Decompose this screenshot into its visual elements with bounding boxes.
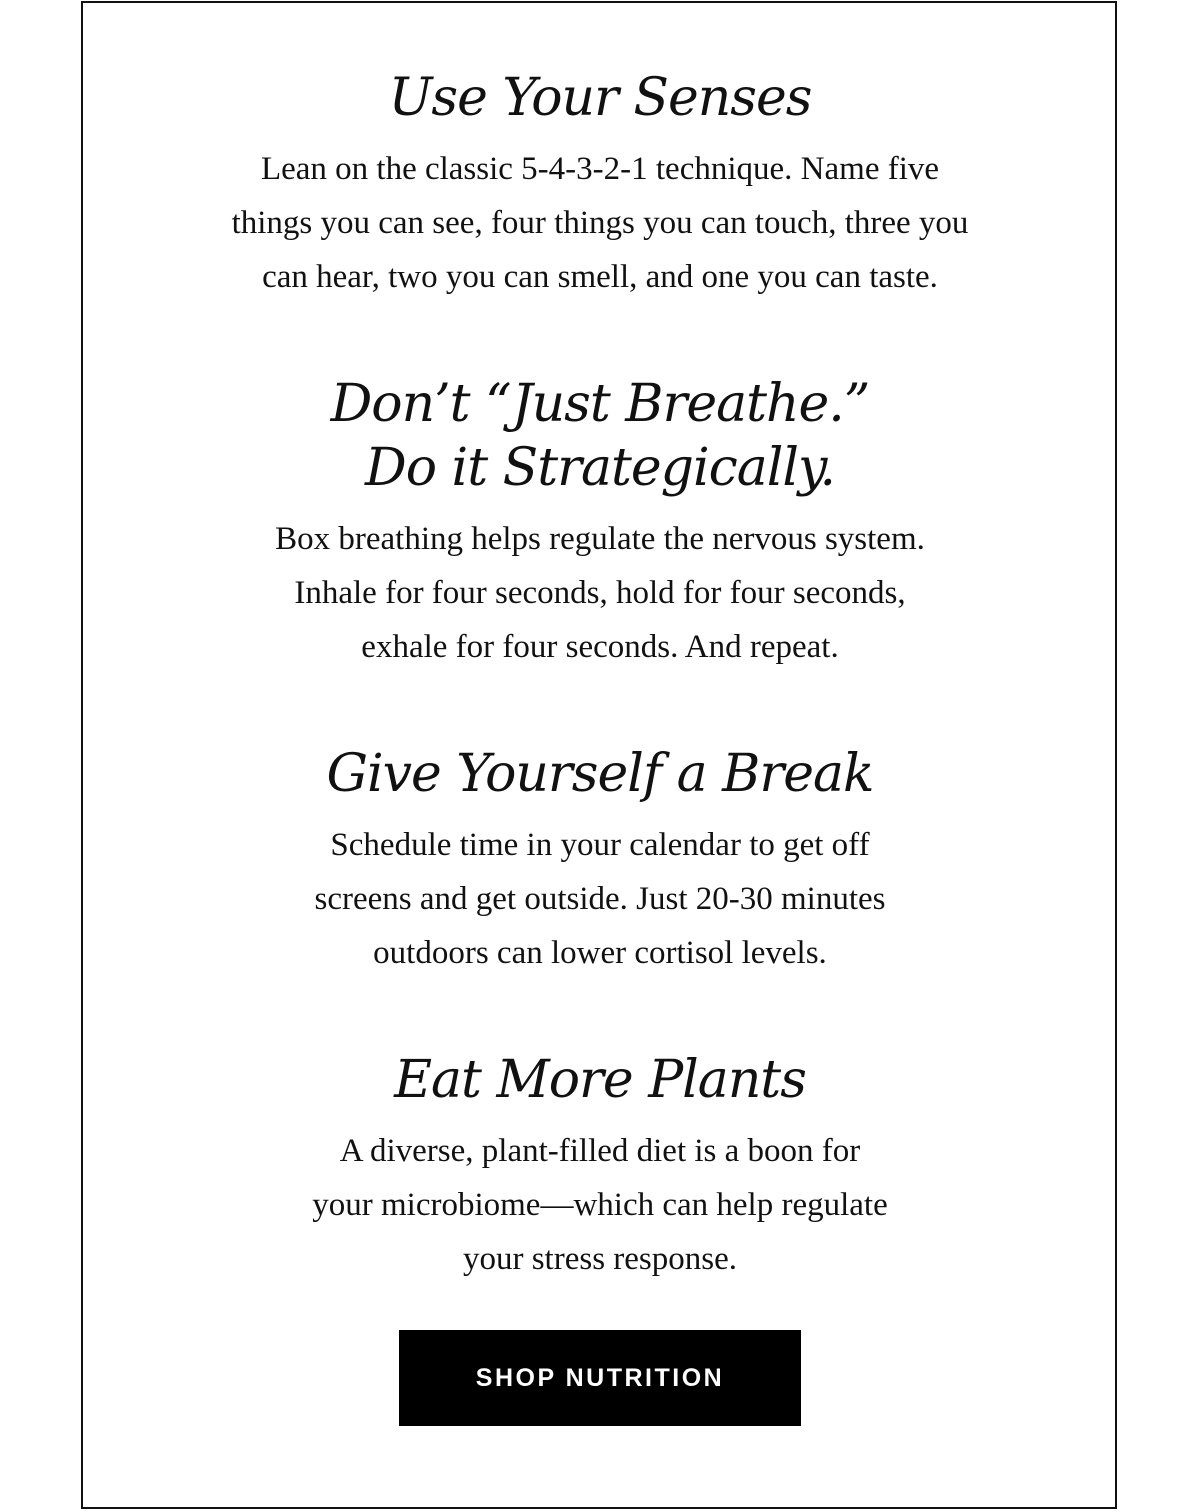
shop-nutrition-button[interactable]: SHOP NUTRITION [399, 1330, 801, 1426]
section-heading: Eat More Plants [394, 1050, 806, 1110]
section-body: A diverse, plant-filled diet is a boon for your microbiome—which can help regulate your stress response. [312, 1133, 888, 1277]
section-heading: Use Your Senses [388, 68, 812, 128]
section-give-yourself-a-break [0, 742, 1200, 980]
section-breathe-strategically [0, 372, 1200, 674]
section-use-your-senses [0, 66, 1200, 304]
cta-container [399, 1330, 801, 1426]
section-body: Schedule time in your calendar to get off screens and get outside. Just 20-30 minutes outdoors can lower cortisol levels. [314, 827, 886, 971]
section-heading: Don’t “Just Breathe.” Do it Strategically. [330, 374, 870, 498]
section-heading: Give Yourself a Break [326, 744, 874, 804]
section-body: Lean on the classic 5-4-3-2-1 technique. Name five things you can see, four things you can touch, three you can hear, two you can smell, and one you can taste. [231, 151, 969, 295]
section-eat-more-plants [0, 1048, 1200, 1286]
section-body: Box breathing helps regulate the nervous system. Inhale for four seconds, hold for four seconds, exhale for four seconds. And repeat. [275, 521, 925, 665]
